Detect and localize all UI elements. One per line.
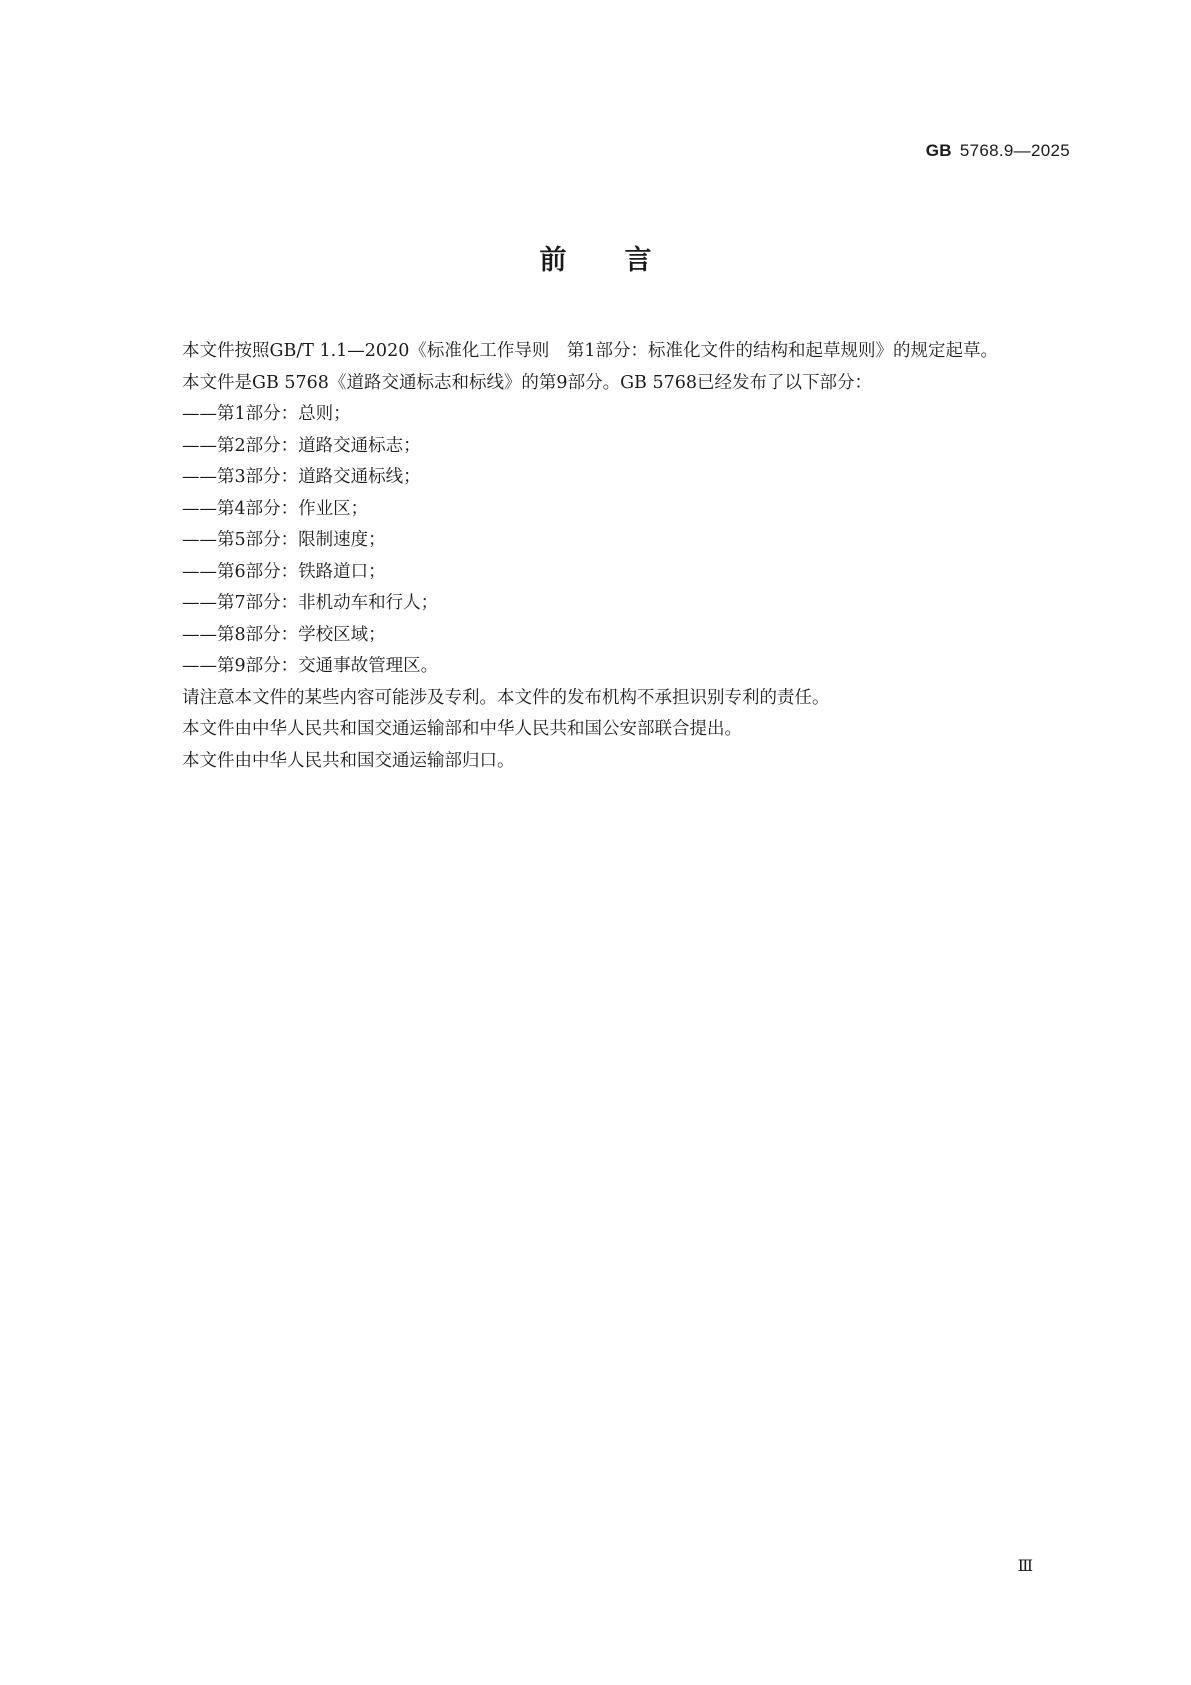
list-item: ——第2部分：道路交通标志；	[182, 435, 421, 456]
page-number: Ⅲ	[1017, 1556, 1033, 1575]
paragraph-series-intro: 本文件是GB 5768《道路交通标志和标线》的第9部分。GB 5768已经发布了以下部分：	[182, 372, 873, 393]
list-item: ——第5部分：限制速度；	[182, 530, 386, 550]
list-item: ——第3部分：道路交通标线；	[182, 467, 421, 487]
list-item: ——第6部分：铁路道口；	[182, 561, 386, 582]
paragraph-managed-by: 本文件由中华人民共和国交通运输部归口。	[182, 750, 515, 771]
list-item: ——第1部分：总则；	[182, 404, 351, 424]
paragraph-patent-notice: 请注意本文件的某些内容可能涉及专利。本文件的发布机构不承担识别专利的责任。	[182, 687, 830, 708]
standard-code: 5768.9—2025	[959, 141, 1070, 160]
paragraph-drafting-rules: 本文件按照GB/T 1.1—2020《标准化工作导则 第1部分：标准化文件的结构和起草规则》的规定起草。	[182, 341, 998, 361]
list-item: ——第7部分：非机动车和行人；	[182, 593, 439, 613]
page-title: 前言	[539, 245, 710, 276]
standard-prefix: GB	[925, 141, 952, 160]
foreword-body	[147, 336, 1070, 777]
standard-number	[926, 141, 1070, 161]
paragraph-proposed-by: 本文件由中华人民共和国交通运输部和中华人民共和国公安部联合提出。	[182, 719, 742, 739]
list-item: ——第8部分：学校区域；	[182, 624, 386, 645]
list-item: ——第4部分：作业区；	[182, 498, 369, 519]
list-item: ——第9部分：交通事故管理区。	[182, 656, 439, 676]
